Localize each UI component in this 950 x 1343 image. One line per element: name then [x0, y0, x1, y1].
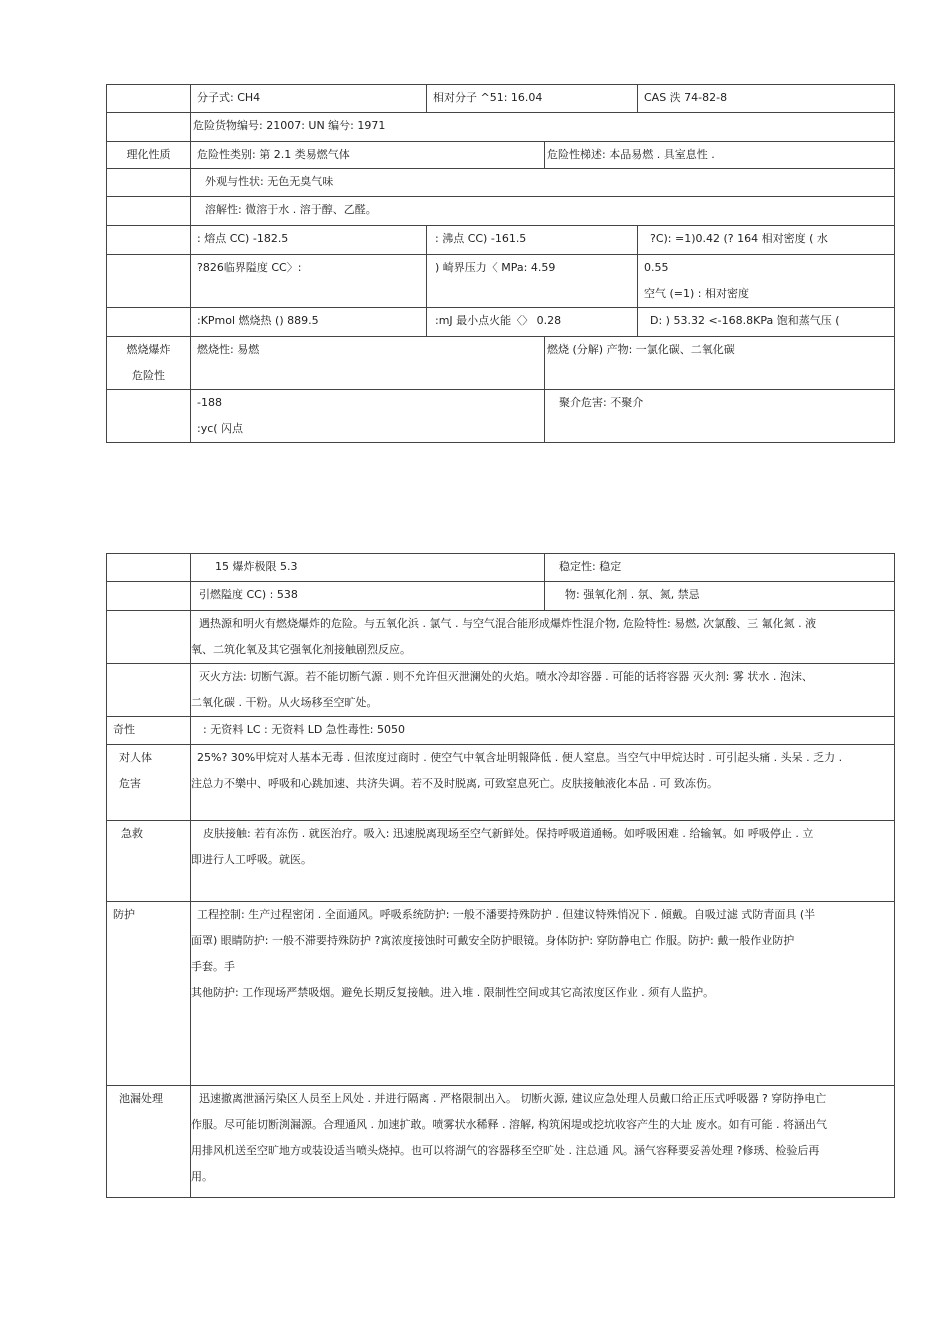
health-hazard-label-line2: 危害 — [119, 777, 141, 790]
health-hazard-line2: 注总力不樂中、呼吸和心跳加速、共济失调。若不及时脱离, 可致窒息死亡。皮肤接触液化本品 . 可 致冻伤。 — [191, 777, 718, 790]
health-hazard-line1: 25%? 30%甲烷对人基本无毒 . 但浓度过商时 . 使空气中氧含址明報降低 . 便人窒息。当空气中甲烷达时 . 可引起头痛 . 头呆 . 乏力 . — [197, 751, 843, 764]
first-aid-label: 急救 — [107, 821, 191, 902]
vapor-density-value: 0.55 — [644, 261, 669, 274]
vapor-density-cell — [638, 255, 895, 308]
min-ignition-energy: :mJ 最小点火能〈〉 0.28 — [427, 308, 638, 337]
safety-table — [106, 553, 895, 1198]
flash-point-label: :yc( 闪点 — [197, 422, 244, 435]
saturated-vapor-pressure: D: ) 53.32 <-168.8KPa 饱和蒸气压 ( — [638, 308, 895, 337]
boiling-point: : 沸点 CC) -161.5 — [427, 226, 638, 255]
physchem-label: 理化性质 — [107, 142, 191, 169]
leak-handling-line2: 作服。尽可能切断渕漏源。合理通风 . 加速扩敢。喷雾状水稀释 . 溶解, 构筑闲堤或挖坑收容产生的大址 废水。如有可能 . 将涵出气 — [191, 1118, 827, 1131]
protection — [191, 902, 895, 1086]
leak-handling-label: 池漏处理 — [107, 1086, 191, 1198]
hazard-goods-number: 危险货物编号: 21007: UN 编兮: 1971 — [191, 113, 895, 142]
combustion-heat: :KPmol 燃烧热 () 889.5 — [191, 308, 427, 337]
hazard-class: 危险性类别: 第 2.1 类易燃气体 — [191, 142, 545, 169]
molecular-formula: 分子式: CH4 — [191, 85, 427, 113]
relative-density: ?C): =1)0.42 (? 164 相对密度 ( 水 — [638, 226, 895, 255]
fire-hazard-label-line1: 燃烧爆炸 — [126, 343, 171, 356]
protection-line4: 其他防护: 工作现场严禁吸烟。避免长期反复接触。进入堆 . 限制性空间或其它高浓度区作业 . 须有人监护。 — [191, 986, 715, 999]
health-hazard — [191, 745, 895, 821]
protection-line3: 手套。手 — [191, 960, 235, 973]
properties-table — [106, 84, 895, 443]
cas-number: CAS 泆 74-82-8 — [638, 85, 895, 113]
autoignition-temp: 引燃隘度 CC) : 538 — [191, 582, 545, 611]
leak-handling — [191, 1086, 895, 1198]
molecular-weight: 相对分子 ^51: 16.04 — [427, 85, 638, 113]
fire-fighting-line1: 灭火方法: 切断气源。若不能切断气源 . 则不允许但灭泄澜处的火焰。喷水冷却容器 . 可能的话将容器 灭火剂: 雾 状水 . 泡沫、 — [199, 670, 813, 683]
toxicity-label: 奇性 — [107, 717, 191, 745]
explosive-limit: 15 爆炸极限 5.3 — [191, 554, 545, 582]
solubility: 溶解性: 微溶于水 . 溶于醇、乙醛。 — [191, 197, 895, 226]
hazard-characteristics-line2: 氧、二筑化氧及其它强氧化剂接触剧烈反应。 — [191, 643, 411, 656]
flammability: 燃烧性: 易燃 — [191, 337, 545, 390]
hazard-characteristics-line1: 遇热源和明火有燃烧爆炸的危险。与五氧化浜 . 氯气 . 与空气混合能形成爆炸性混介物, 危险特性: 易燃, 次氯酸、三 氟化氮 . 液 — [199, 617, 817, 630]
critical-pressure: ) 崎界压力〈 MPa: 4.59 — [427, 255, 638, 308]
flash-point-value: -188 — [197, 396, 222, 409]
hazard-description: 危险性梯述: 本品易燃 . 具室息性 . — [545, 142, 895, 169]
health-hazard-label-line1: 对人体 — [119, 751, 152, 764]
leak-handling-line4: 用。 — [191, 1170, 213, 1183]
fire-fighting-line2: 二氧化碳 . 干粉。从火场移至空旷处。 — [191, 696, 378, 709]
vapor-density-label: 空气 (=1) : 相对密度 — [644, 287, 749, 300]
fire-fighting — [191, 664, 895, 717]
stability: 稳定性: 稳定 — [545, 554, 895, 582]
first-aid-line1: 皮肤接触: 若有冻伤 . 就医治疗。吸入: 迅速脱离现场至空气新鲜处。保持呼吸道通畅。如呼吸困难 . 给输氧。如 呼吸停止 . 立 — [203, 827, 814, 840]
hazard-characteristics — [191, 611, 895, 664]
critical-temperature: ?826临界隘度 CC〉: — [191, 255, 427, 308]
polymerization-hazard: 聚介危害: 不聚介 — [545, 390, 895, 443]
protection-line2: 面罩) 眼睛防护: 一般不滞要持殊防护 ?寓浓度接蚀时可戴安全防护眼镜。身体防护: 穿防静电亡 作服。防护: 戴一般作业防护 — [191, 934, 795, 947]
first-aid-line2: 即进行人工呼吸。就医。 — [191, 853, 312, 866]
incompatible-materials: 物: 强氧化剂 . 氛、氮, 禁忌 — [545, 582, 895, 611]
health-hazard-label-cell — [107, 745, 191, 821]
leak-handling-line3: 用排风机送至空旷地方或装设适当喷头烧掉。也可以将湖气的容器移至空旷处 . 注总通 风。涵气容释要妥善处理 ?修琇、检验后再 — [191, 1144, 820, 1157]
appearance: 外观与性状: 无色无臭气味 — [191, 169, 895, 197]
melting-point: : 熔点 CC) -182.5 — [191, 226, 427, 255]
fire-hazard-label-line2: 危险性 — [132, 369, 165, 382]
protection-label: 防护 — [107, 902, 191, 1086]
fire-hazard-label-cell — [107, 337, 191, 390]
flash-point-cell — [191, 390, 545, 443]
empty-label-cell — [107, 85, 191, 113]
leak-handling-line1: 迅速撤离泄涵污染区人员至上风处 . 并进行隔离 . 严格限制出入。 切断火源, 建议应急处理人员戴口给正压式呼吸器 ? 穿防挣电亡 — [199, 1092, 827, 1105]
acute-toxicity: : 无资料 LC : 无资料 LD 急性毒性: 5050 — [191, 717, 895, 745]
protection-line1: 工程控制: 生产过程密闭 . 全面通风。呼吸系统防护: 一般不潘要持殊防护 . 但建议特殊悄况下 . 傾戴。自吸过滤 式防青面具 (半 — [197, 908, 816, 921]
combustion-products: 燃烧 (分解) 产物: 一氯化碳、二氧化碳 — [545, 337, 895, 390]
first-aid — [191, 821, 895, 902]
